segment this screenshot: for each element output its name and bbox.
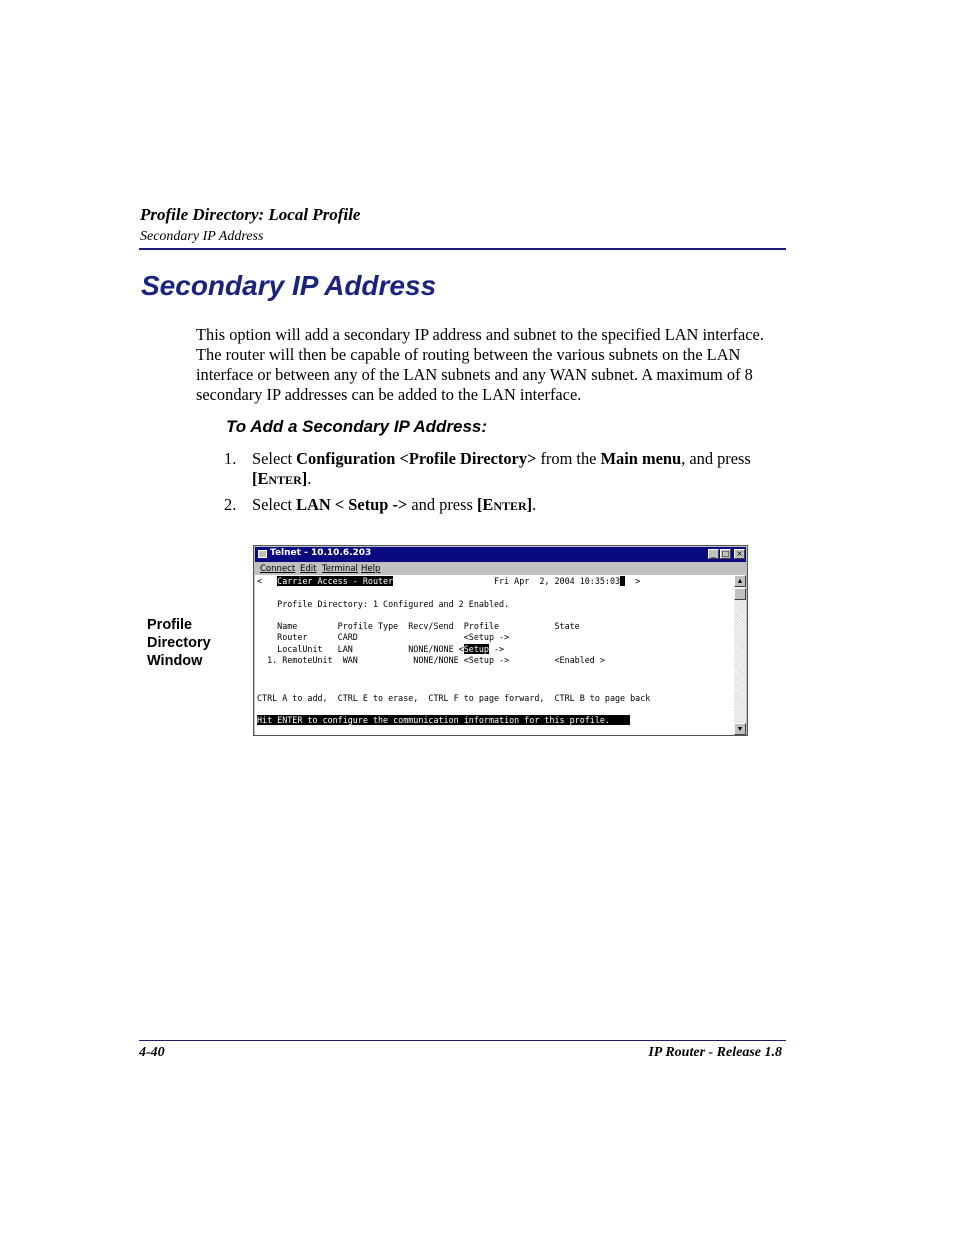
callout-line: Window	[147, 653, 203, 669]
menu-terminal[interactable]: Terminal	[322, 564, 358, 574]
footer-product: IP Router - Release 1.8	[648, 1045, 782, 1060]
terminal-status-line: < Carrier Access - Router Fri Apr 2, 2004 10:35:03 >	[257, 576, 641, 586]
footer-rule	[139, 1040, 786, 1041]
terminal-line: Profile Directory: 1 Configured and 2 Enabled.	[257, 599, 510, 609]
maximize-button[interactable]: □	[721, 549, 730, 558]
minimize-button[interactable]: _	[708, 549, 719, 559]
terminal-profile-row: LocalUnit LAN NONE/NONE <Setup ->	[257, 644, 505, 654]
telnet-window	[253, 545, 748, 736]
scroll-thumb[interactable]	[734, 588, 746, 600]
section-body: This option will add a secondary IP address and subnet to the specified LAN interface. The router will then be capable of routing between the various subnets on the LAN interface or between any of the LAN subnets and any WAN subnet. A maximum of 8 secondary IP addresses can be added to the LAN interface.	[196, 325, 764, 404]
running-header-title: Profile Directory: Local Profile	[140, 205, 361, 224]
step-text: Select Configuration <Profile Directory> from the Main menu, and press [ENTER].	[252, 449, 751, 488]
vertical-scrollbar[interactable]	[734, 575, 746, 735]
terminal-hint-bar: Hit ENTER to configure the communication information for this profile.	[257, 715, 631, 725]
menu-help[interactable]: Help	[361, 564, 381, 574]
terminal-profile-row: 1. RemoteUnit WAN NONE/NONE <Setup -> <Enabled >	[257, 655, 605, 665]
terminal-key-help: CTRL A to add, CTRL E to erase, CTRL F to page forward, CTRL B to page back	[257, 693, 651, 703]
menu-connect[interactable]: Connect	[260, 564, 296, 574]
step-number: 2.	[224, 495, 237, 514]
close-button[interactable]: ×	[734, 549, 745, 559]
step-number: 1.	[224, 449, 237, 468]
callout-line: Directory	[147, 635, 211, 651]
header-rule	[139, 248, 786, 250]
callout-line: Profile	[147, 617, 193, 633]
terminal-profile-row: Router CARD <Setup ->	[257, 632, 510, 642]
figure-callout	[147, 616, 211, 670]
step-text: Select LAN < Setup -> and press [ENTER].	[252, 495, 537, 514]
window-title: Telnet - 10.10.6.203	[270, 548, 372, 558]
running-header-subtitle: Secondary IP Address	[140, 229, 264, 244]
window-title-bar[interactable]	[255, 547, 746, 562]
menu-bar	[255, 563, 746, 575]
scroll-down-arrow-icon[interactable]: ▼	[734, 723, 746, 735]
menu-edit[interactable]: Edit	[300, 564, 317, 574]
terminal-column-headers: Name Profile Type Recv/Send Profile State	[257, 621, 580, 631]
telnet-app-icon	[258, 550, 267, 558]
page-number: 4-40	[139, 1045, 165, 1060]
section-title: Secondary IP Address	[141, 270, 437, 301]
terminal-screen[interactable]	[255, 575, 734, 735]
selected-setup-field[interactable]: Setup	[463, 644, 489, 654]
procedure-title: To Add a Secondary IP Address:	[226, 417, 488, 436]
scroll-up-arrow-icon[interactable]: ▲	[734, 575, 746, 587]
terminal-title-banner: Carrier Access - Router	[277, 576, 394, 586]
